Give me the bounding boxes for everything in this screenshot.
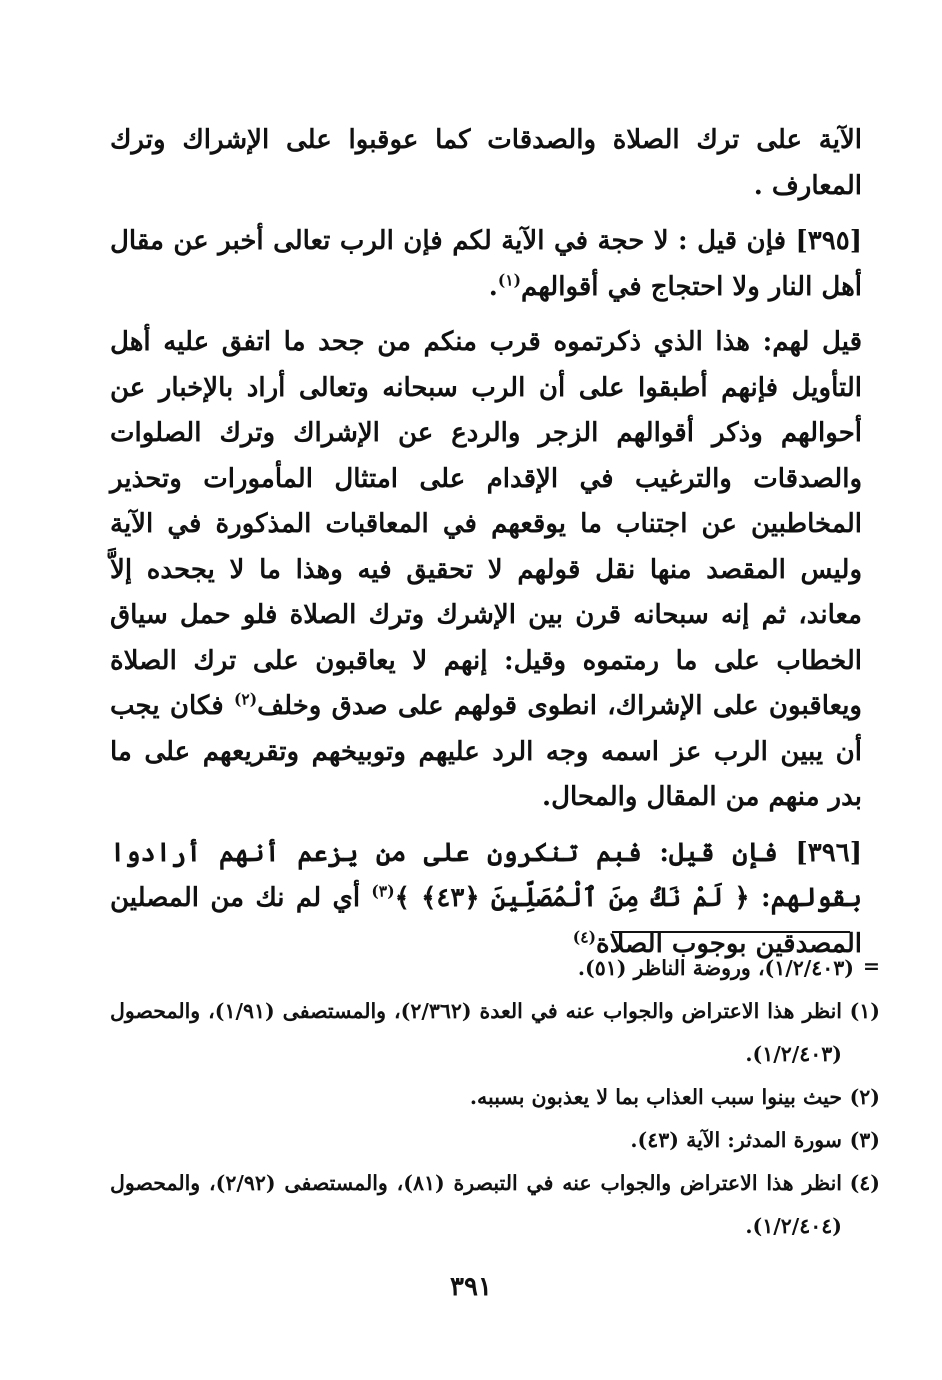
paragraph-reply: [110, 320, 862, 821]
footnote-text: حيث بينوا سبب العذاب بما لا يعذبون بسببه.: [469, 1085, 842, 1109]
paragraph-end: .: [488, 271, 498, 302]
quran-quote: ﴿ لَمْ نَكُ مِنَ ٱلْمُصَلِّينَ ﴿٤٣﴾ ﴾: [394, 883, 750, 913]
footnotes: [110, 947, 880, 1248]
footnote-ref: (٣): [371, 881, 395, 901]
footnote-number: (٣): [849, 1128, 880, 1152]
footnote-ref: (٤): [572, 926, 596, 946]
footnote-2: [110, 1076, 880, 1119]
footnote-ref: (٢): [234, 689, 258, 709]
paragraph-text: فإن قيل : لا حجة في الآية لكم فإن الرب تعالى أخبر عن مقال أهل النار ولا احتجاج في أقوالهم: [110, 226, 862, 302]
footnote-separator: [612, 931, 850, 933]
paragraph-text: قيل لهم: هذا الذي ذكرتموه قرب منكم من جحد ما اتفق عليه أهل التأويل فإنهم أطبقوا على أن الرب سبحانه وتعالى أراد بالإخبار عن أحوالهم وذكر أقوالهم الزجر والردع عن الإشراك وترك الصلوات والصدقات والترغيب في الإقدام على امتثال المأمورات وتحذير المخاطبين عن اجتناب ما يوقعهم في المعاقبات المذكورة في الآية وليس المقصد منها نقل قولهم لا تحقيق فيه وهذا ما لا يجحده إلاَّ معاند، ثم إنه سبحانه قرن بين الإشرك وترك الصلاة فلو حمل سياق الخطاب على ما رمتموه وقيل: إنهم لا يعاقبون على ترك الصلاة ويعاقبون على الإشراك، انطوى قولهم على صدق وخلف: [110, 327, 862, 721]
paragraph-number: [٣٩٦]: [795, 837, 862, 868]
paragraph-text-continued: فكان يجب أن يبين الرب عز اسمه وجه الرد عليهم وتوبيخهم وتقريعهم على ما بدر منهم من المقال والمحال.: [110, 691, 862, 812]
paragraph-text-continued: أي لم نك من المصلين المصدقين بوجوب الصلاة: [110, 883, 862, 959]
page-number: ٣٩١: [450, 1272, 492, 1302]
footnote-continuation: (١/٢/٤٠٣)، وروضة الناظر (٥١).: [577, 956, 854, 980]
paragraph-1: [110, 118, 862, 209]
paragraph-number: [٣٩٥]: [795, 226, 862, 256]
footnote-number: (١): [849, 999, 880, 1023]
footnote-ref: (١): [497, 269, 522, 289]
main-text: [110, 118, 862, 977]
footnote-4: [110, 1162, 880, 1248]
continuation-marker: =: [862, 954, 880, 978]
footnote-text: انظر هذا الاعتراض والجواب عنه في العدة (٢/٣٦٢)، والمستصفى (١/٩١)، والمحصول (١/٢/٤٠٣).: [110, 999, 842, 1066]
paragraph-1-text: الآية على ترك الصلاة والصدقات كما عوقبوا على الإشراك وترك المعارف .: [110, 125, 862, 201]
footnote-text: انظر هذا الاعتراض والجواب عنه في التبصرة (٨١)، والمستصفى (٢/٩٢)، والمحصول (١/٢/٤٠٤).: [110, 1171, 842, 1238]
footnote-3: [110, 1119, 880, 1162]
footnote-text: سورة المدثر: الآية (٤٣).: [630, 1128, 842, 1152]
paragraph-text: فإن قيل: فبم تنكرون على من يزعم أنهم أرادوا بقولهم:: [110, 837, 862, 913]
footnote-1: [110, 990, 880, 1076]
paragraph-395: [110, 219, 862, 310]
footnote-number: (٢): [849, 1085, 880, 1109]
footnote-number: (٤): [849, 1171, 880, 1195]
